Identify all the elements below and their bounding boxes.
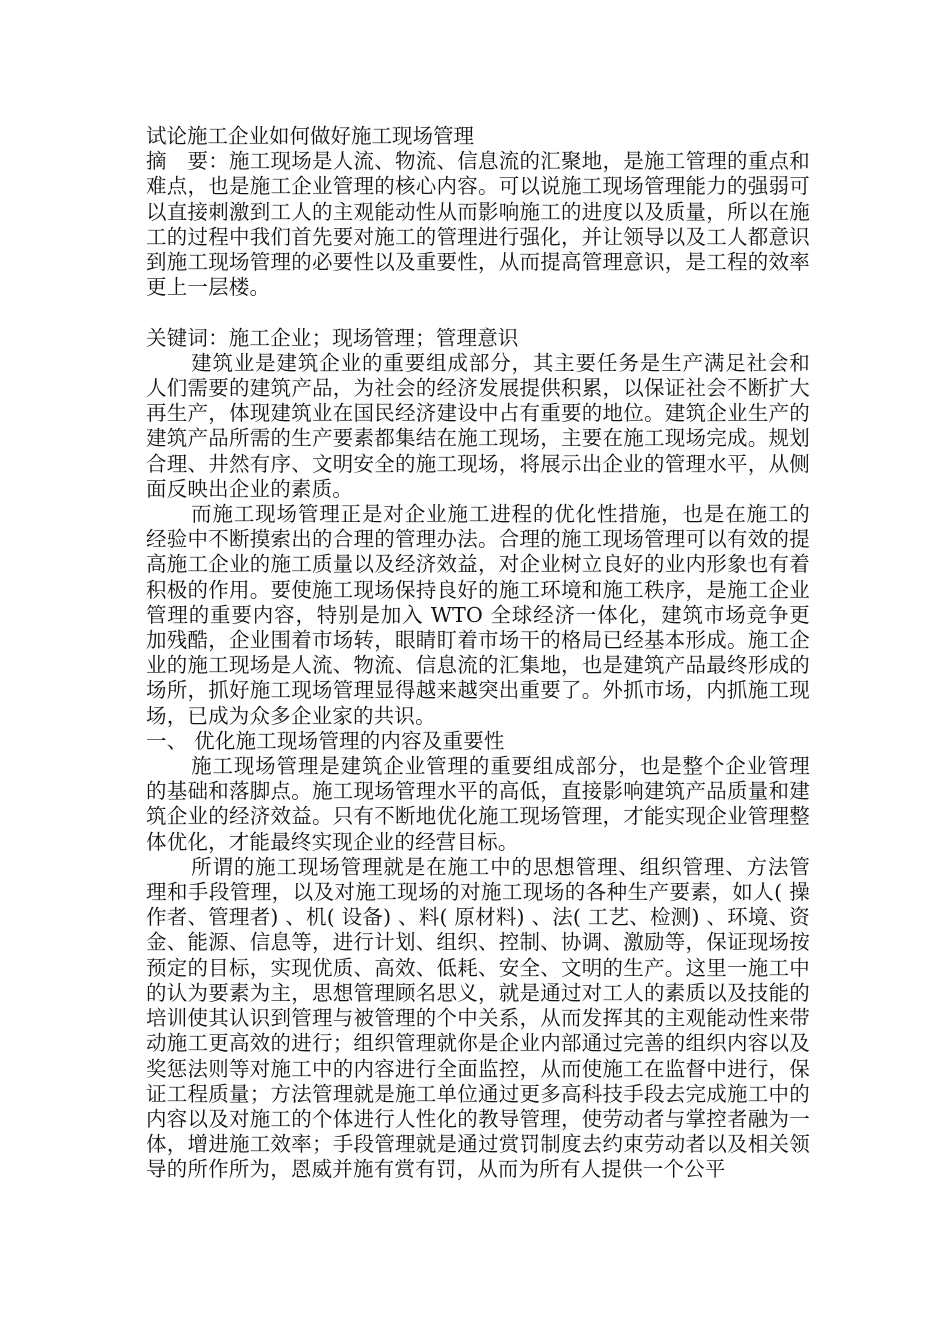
body-paragraph-3: 施工现场管理是建筑企业管理的重要组成部分，也是整个企业管理的基础和落脚点。施工现场管理水平的高低，直接影响建筑产品质量和建筑企业的经济效益。只有不断地优化施工现场管理，才能实现企业管理整体优化，才能最终实现企业的经营目标。: [146, 754, 810, 854]
abstract-paragraph: 摘 要：施工现场是人流、物流、信息流的汇聚地，是施工管理的重点和难点，也是施工企业管理的核心内容。可以说施工现场管理能力的强弱可以直接刺激到工人的主观能动性从而影响施工的进度以及质量，所以在施工的过程中我们首先要对施工的管理进行强化，并让领导以及工人都意识到施工现场管理的必要性以及重要性，从而提高管理意识，是工程的效率更上一层楼。: [146, 149, 810, 300]
body-paragraph-2: 而施工现场管理正是对企业施工进程的优化性措施，也是在施工的经验中不断摸索出的合理的管理办法。合理的施工现场管理可以有效的提高施工企业的施工质量以及经济效益，对企业树立良好的业内形象也有着积极的作用。要使施工现场保持良好的施工环境和施工秩序，是施工企业管理的重要内容，特别是加入 WTO 全球经济一体化，建筑市场竞争更加残酷，企业围着市场转，眼睛盯着市场干的格局已经基本形成。施工企业的施工现场是人流、物流、信息流的汇集地，也是建筑产品最终形成的场所，抓好施工现场管理显得越来越突出重要了。外抓市场，内抓施工现场，已成为众多企业家的共识。: [146, 502, 810, 728]
body-paragraph-4: 所谓的施工现场管理就是在施工中的思想管理、组织管理、方法管理和手段管理，以及对施工现场的对施工现场的各种生产要素，如人( 操作者、管理者) 、机( 设备) 、料( 原材料) 、法( 工艺、检测) 、环境、资金、能源、信息等，进行计划、组织、控制、协调、激励等，保证现场按预定的目标，实现优质、高效、低耗、安全、文明的生产。这里一施工中的认为要素为主，思想管理顾名思义，就是通过对工人的素质以及技能的培训使其认识到管理与被管理的个中关系，从而发挥其的主观能动性来带动施工更高效的进行；组织管理就你是企业内部通过完善的组织内容以及奖惩法则等对施工中的内容进行全面监控，从而使施工在监督中进行，保证工程质量；方法管理就是施工单位通过更多高科技手段去完成施工中的内容以及对施工的个体进行人性化的教导管理，使劳动者与掌控者融为一体，增进施工效率；手段管理就是通过赏罚制度去约束劳动者以及相关领导的所作所为，恩威并施有赏有罚，从而为所有人提供一个公平: [146, 854, 810, 1182]
section-heading-1: 一、 优化施工现场管理的内容及重要性: [146, 728, 505, 753]
blank-line: [146, 300, 810, 325]
body-paragraph-1: 建筑业是建筑企业的重要组成部分，其主要任务是生产满足社会和人们需要的建筑产品，为社会的经济发展提供积累，以保证社会不断扩大再生产，体现建筑业在国民经济建设中占有重要的地位。建筑企业生产的建筑产品所需的生产要素都集结在施工现场，主要在施工现场完成。规划合理、井然有序、文明安全的施工现场，将展示出企业的管理水平，从侧面反映出企业的素质。: [146, 350, 810, 501]
keywords-line: 关键词：施工企业；现场管理；管理意识: [146, 325, 519, 350]
document-page: [146, 124, 810, 1183]
document-title: 试论施工企业如何做好施工现场管理: [146, 124, 474, 148]
